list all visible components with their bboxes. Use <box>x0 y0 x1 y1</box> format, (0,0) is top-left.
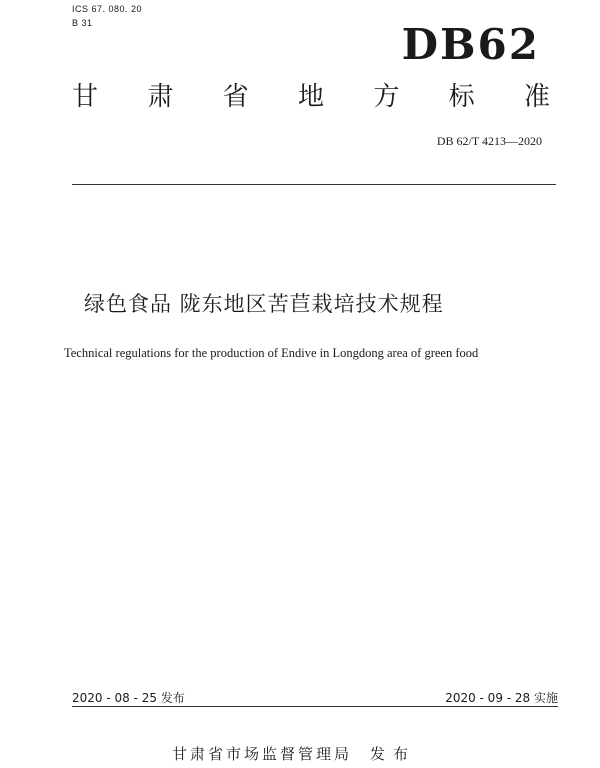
standard-type-title <box>72 84 550 110</box>
document-title-en: Technical regulations for the production of Endive in Longdong area of green food <box>64 346 479 360</box>
standard-type-char: 标 <box>448 82 475 112</box>
ccs-code: B 31 <box>72 18 93 28</box>
header-divider <box>72 184 556 185</box>
publisher <box>172 743 416 764</box>
standard-type-char: 省 <box>222 82 249 112</box>
standard-type-char: 准 <box>523 82 550 112</box>
standard-type-char: 方 <box>373 82 400 112</box>
document-title-cn: 绿色食品 陇东地区苦苣栽培技术规程 <box>84 292 444 316</box>
implement-date: 2020 - 09 - 28 实施 <box>445 691 558 705</box>
publisher-action: 发布 <box>370 745 417 763</box>
publisher-name: 甘肃省市场监督管理局 <box>172 745 353 763</box>
standard-type-char: 地 <box>297 82 324 112</box>
footer-divider <box>72 706 558 707</box>
standard-type-char: 肃 <box>147 82 174 112</box>
standard-number: DB 62/T 4213—2020 <box>436 134 542 148</box>
issue-date: 2020 - 08 - 25 发布 <box>72 691 185 705</box>
standard-code-logo: DB62 <box>401 20 540 69</box>
ics-code: ICS 67. 080. 20 <box>72 4 143 14</box>
standard-type-char: 甘 <box>72 82 99 112</box>
